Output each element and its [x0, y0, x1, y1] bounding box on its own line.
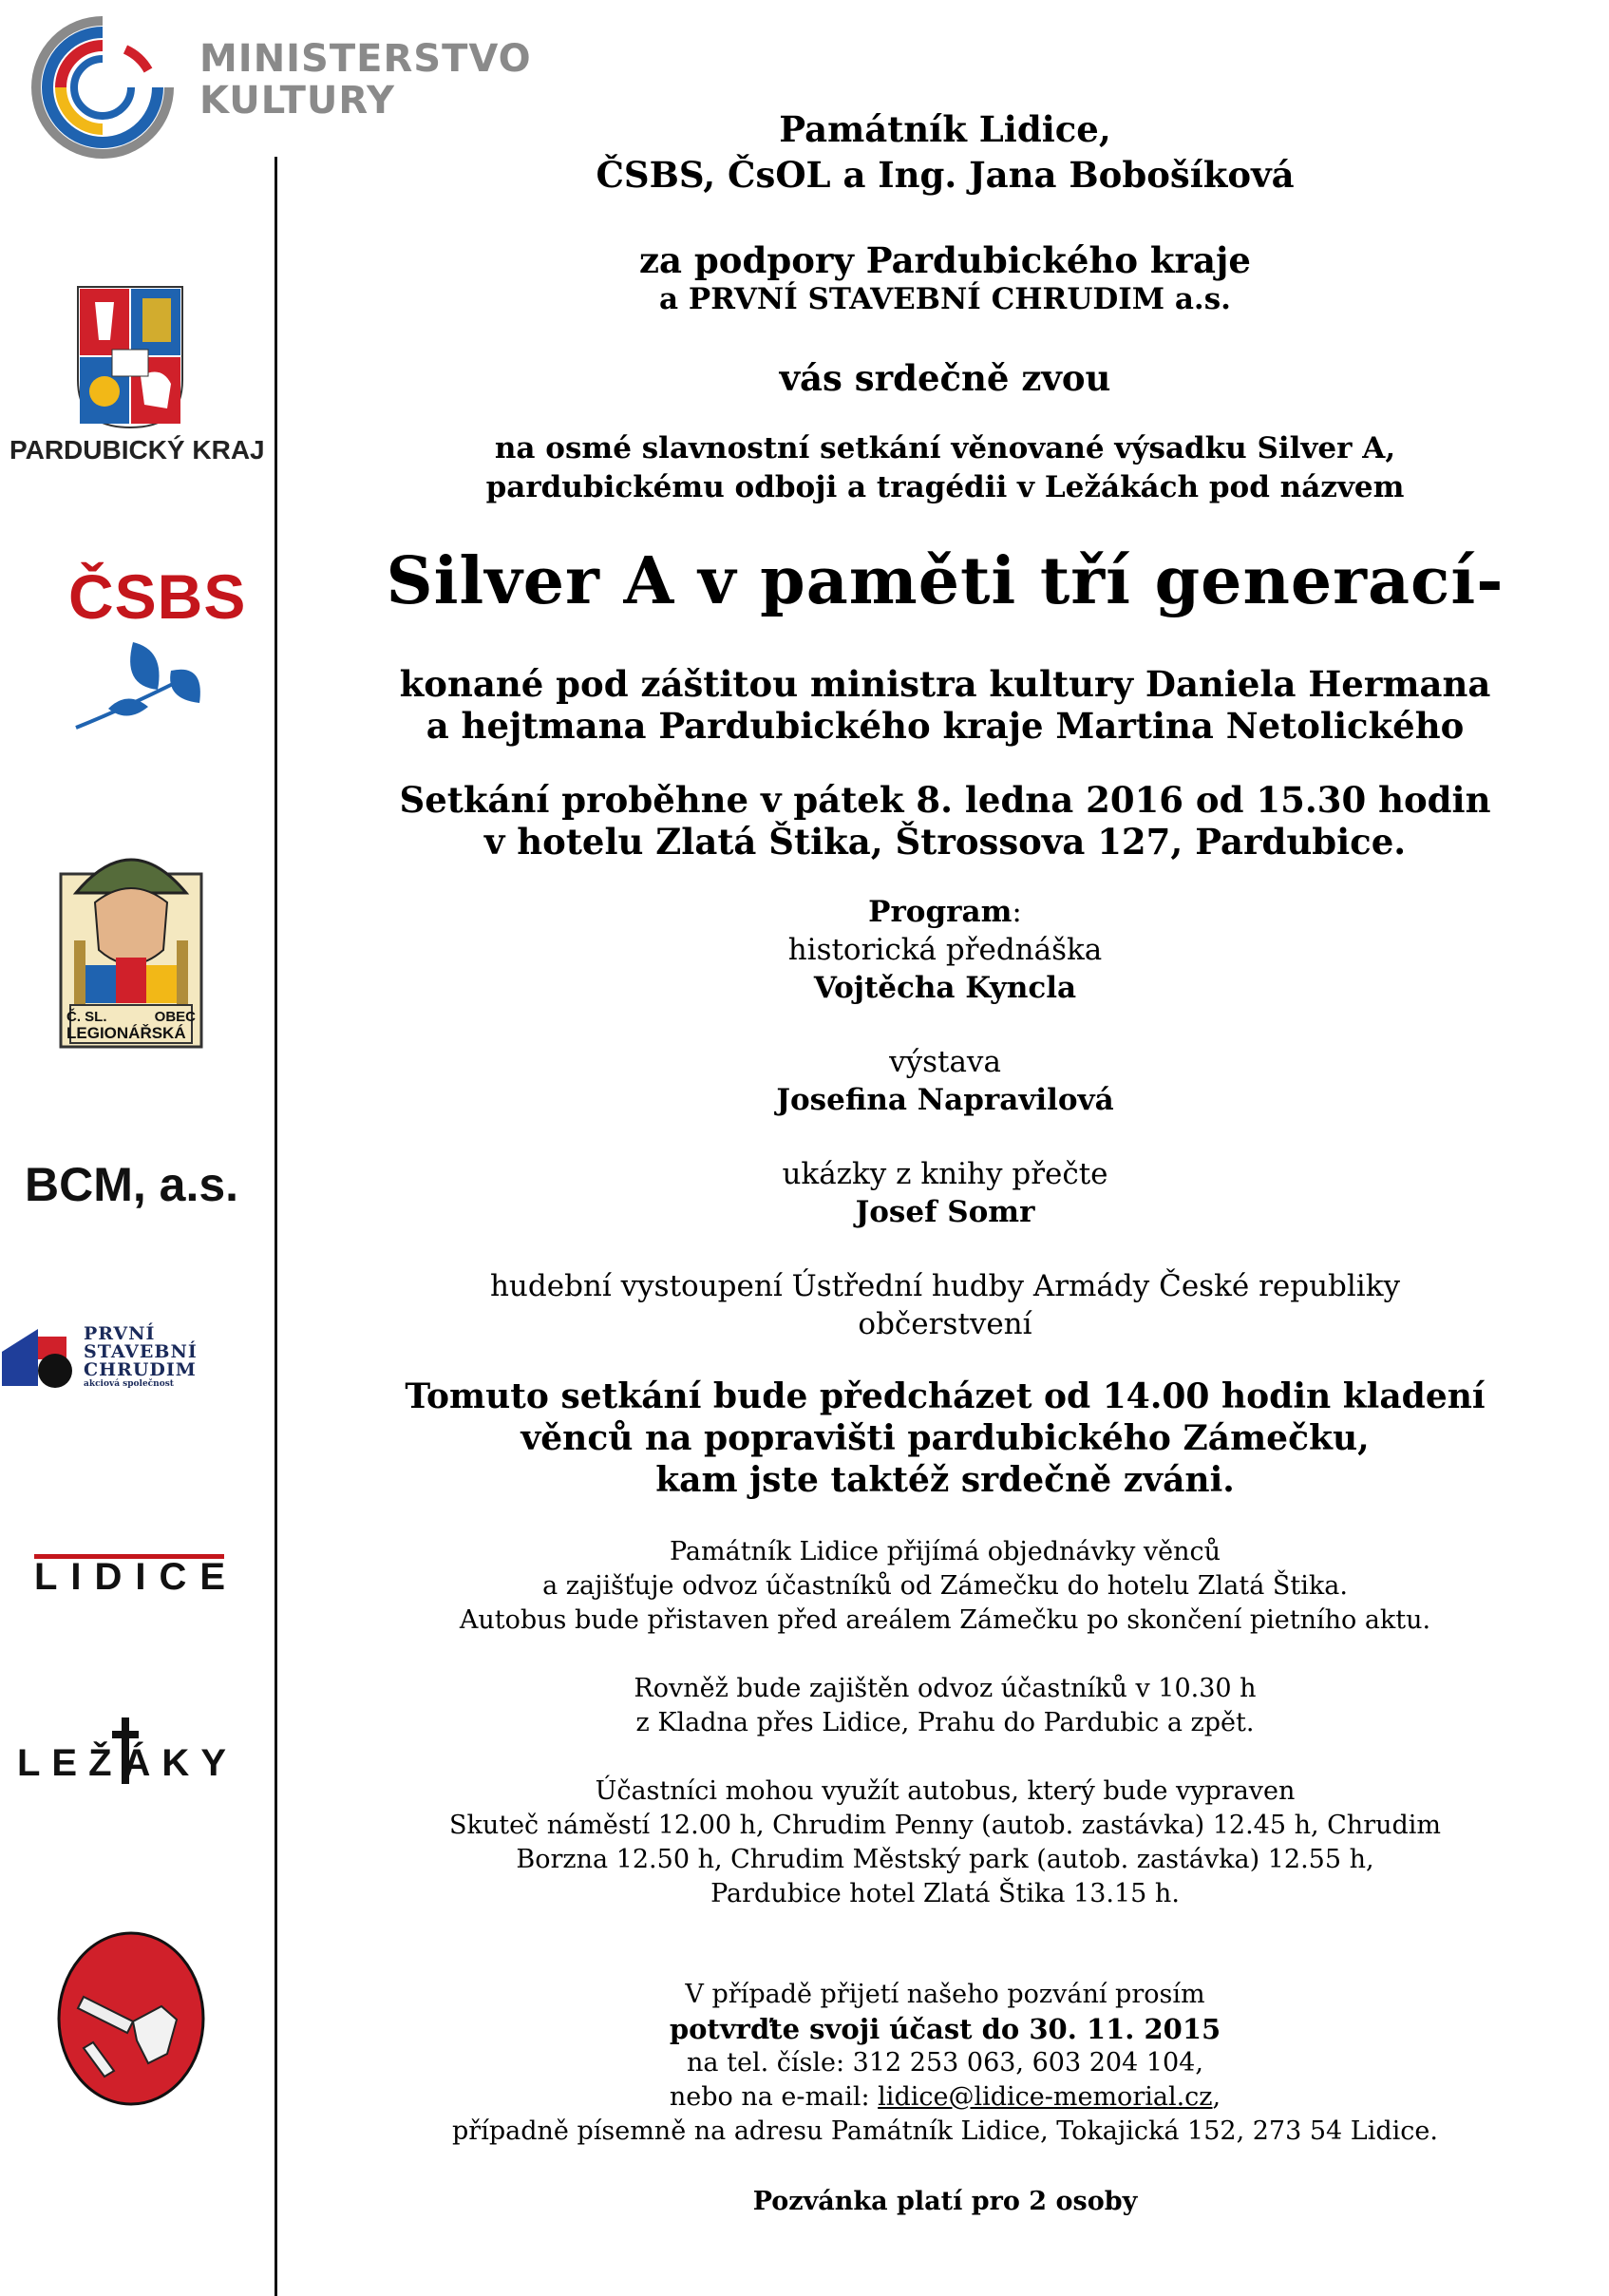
csbs-text: ČSBS: [68, 561, 247, 632]
transport1-line3: Autobus bude přistaven před areálem Zámečku po skončení pietního aktu.: [459, 1605, 1431, 1635]
organizers-line2: ČSBS, ČsOL a Ing. Jana Bobošíková: [596, 154, 1295, 196]
program: [285, 893, 1605, 1343]
prvni-line2: STAVEBNÍ: [84, 1341, 198, 1362]
patronage: [285, 663, 1605, 747]
legion-line1: Č. SL.: [66, 1009, 107, 1025]
transport1-line1: Památník Lidice přijímá objednávky věnců: [669, 1537, 1221, 1566]
program-lecturer: Vojtěcha Kyncla: [813, 971, 1077, 1005]
wreath-laying: [285, 1376, 1605, 1501]
rsvp-email-prefix: nebo na e-mail:: [669, 2082, 879, 2112]
program-colon: :: [1012, 895, 1022, 929]
program-label: Program: [868, 895, 1013, 929]
rsvp-email-line: [285, 2080, 1605, 2115]
prvni-line4: akciová společnost: [84, 1379, 174, 1389]
cs-legionnaire-association-logo: [57, 836, 209, 1054]
rsvp-phone: na tel. čísle: 312 253 063, 603 204 104,: [687, 2048, 1203, 2078]
program-reading: ukázky z knihy přečte: [782, 1157, 1108, 1191]
event-title: Silver A v paměti tří generací-: [386, 543, 1505, 619]
transport3-line1: Účastníci mohou využít autobus, který bude vypraven: [595, 1776, 1296, 1806]
patronage-line1: konané pod záštitou ministra kultury Daniela Hermana: [399, 663, 1491, 705]
sword-arm-emblem: [55, 1928, 207, 2109]
organizers: [285, 106, 1605, 198]
support-line2: a PRVNÍ STAVEBNÍ CHRUDIM a.s.: [659, 282, 1231, 316]
ministry-emblem-icon: [27, 11, 179, 163]
program-exhibitor: Josefina Napravilová: [776, 1083, 1114, 1117]
footer-note: Pozvánka platí pro 2 osoby: [752, 2187, 1138, 2216]
transport-info-3: [285, 1774, 1605, 1911]
prvni-line1: PRVNÍ: [84, 1323, 156, 1344]
program-heading: [285, 893, 1605, 931]
prvni-line3: CHRUDIM: [84, 1359, 197, 1380]
ministry-line2: KULTURY: [199, 79, 395, 123]
sidebar: [0, 0, 532, 2296]
wreath-line2: věnců na popravišti pardubického Zámečku,: [521, 1418, 1370, 1458]
support-line1: za podpory Pardubického kraje: [639, 239, 1251, 281]
support: [285, 237, 1605, 315]
sidebar-divider: [274, 157, 277, 2296]
pardubice-coat-of-arms-icon: [76, 285, 184, 429]
transport2-line2: z Kladna přes Lidice, Prahu do Pardubic a zpět.: [635, 1708, 1255, 1737]
wreath-line1: Tomuto setkání bude předcházet od 14.00 hodin kladení: [405, 1376, 1486, 1416]
program-refreshments: občerstvení: [858, 1307, 1032, 1341]
transport2-line1: Rovněž bude zajištěn odvoz účastníků v 10.30 h: [634, 1674, 1257, 1703]
prvni-stavebni-emblem-icon: [2, 1329, 78, 1392]
rsvp-address: případně písemně na adresu Památník Lidice, Tokajická 152, 273 54 Lidice.: [452, 2116, 1438, 2146]
legion-text: [66, 1009, 196, 1041]
rsvp-line1: V případě přijetí našeho pozvání prosím: [685, 1980, 1205, 2009]
event-when-line2: v hotelu Zlatá Štika, Štrossova 127, Pardubice.: [483, 821, 1407, 863]
prvni-stavebni-text: [84, 1325, 198, 1389]
linden-leaves-icon: [66, 633, 209, 737]
program-reader: Josef Somr: [855, 1195, 1035, 1229]
organizers-line1: Památník Lidice,: [779, 108, 1111, 150]
transport-info-2: [285, 1672, 1605, 1740]
wreath-line3: kam jste taktéž srdečně zváni.: [655, 1460, 1235, 1500]
program-lecture: historická přednáška: [787, 933, 1103, 967]
event-when: [285, 779, 1605, 863]
csbs-logo: [57, 560, 247, 741]
bcm-logo: BCM, a.s.: [25, 1158, 239, 1211]
event-intro-line2: pardubickému odboji a tragédii v Ležákách pod názvem: [485, 470, 1405, 504]
lidice-text: LIDICE: [34, 1556, 239, 1598]
pardubice-region-logo: [0, 285, 275, 475]
program-music: hudební vystoupení Ústřední hudby Armády České republiky: [489, 1269, 1401, 1303]
transport-info-1: [285, 1535, 1605, 1638]
invite: vás srdečně zvou: [779, 357, 1111, 399]
legion-line3: LEGIONÁŘSKÁ: [66, 1024, 186, 1042]
lidice-logo: [34, 1554, 239, 1602]
lezaky-logo: [17, 1725, 245, 1795]
sword-arm-icon: [55, 1928, 207, 2109]
transport3-line3: Borzna 12.50 h, Chrudim Městský park (autob. zastávka) 12.55 h,: [516, 1845, 1374, 1874]
pardubice-region-name: PARDUBICKÝ KRAJ: [9, 435, 265, 465]
ministry-line1: MINISTERSTVO: [199, 37, 532, 81]
rsvp-email-link[interactable]: lidice@lidice-memorial.cz: [878, 2082, 1213, 2112]
lezaky-text: LEŽÁKY: [17, 1742, 237, 1784]
transport1-line2: a zajišťuje odvoz účastníků od Zámečku do hotelu Zlatá Štika.: [542, 1571, 1348, 1601]
event-when-line1: Setkání proběhne v pátek 8. ledna 2016 od 15.30 hodin: [399, 779, 1491, 821]
rsvp: [285, 1978, 1605, 2149]
event-intro: [285, 429, 1605, 507]
program-exhibition: výstava: [889, 1045, 1001, 1079]
transport3-line2: Skuteč náměstí 12.00 h, Chrudim Penny (autob. zastávka) 12.45 h, Chrudim: [448, 1811, 1442, 1840]
rsvp-email-suffix: ,: [1212, 2082, 1221, 2112]
rsvp-deadline: potvrďte svoji účast do 30. 11. 2015: [669, 2013, 1221, 2045]
event-intro-line1: na osmé slavnostní setkání věnované výsadku Silver A,: [494, 431, 1396, 465]
legion-line2: OBEC: [154, 1009, 196, 1025]
transport3-line4: Pardubice hotel Zlatá Štika 13.15 h.: [710, 1879, 1180, 1908]
patronage-line2: a hejtmana Pardubického kraje Martina Netolického: [426, 705, 1465, 747]
prvni-stavebni-chrudim-logo: [0, 1325, 275, 1401]
